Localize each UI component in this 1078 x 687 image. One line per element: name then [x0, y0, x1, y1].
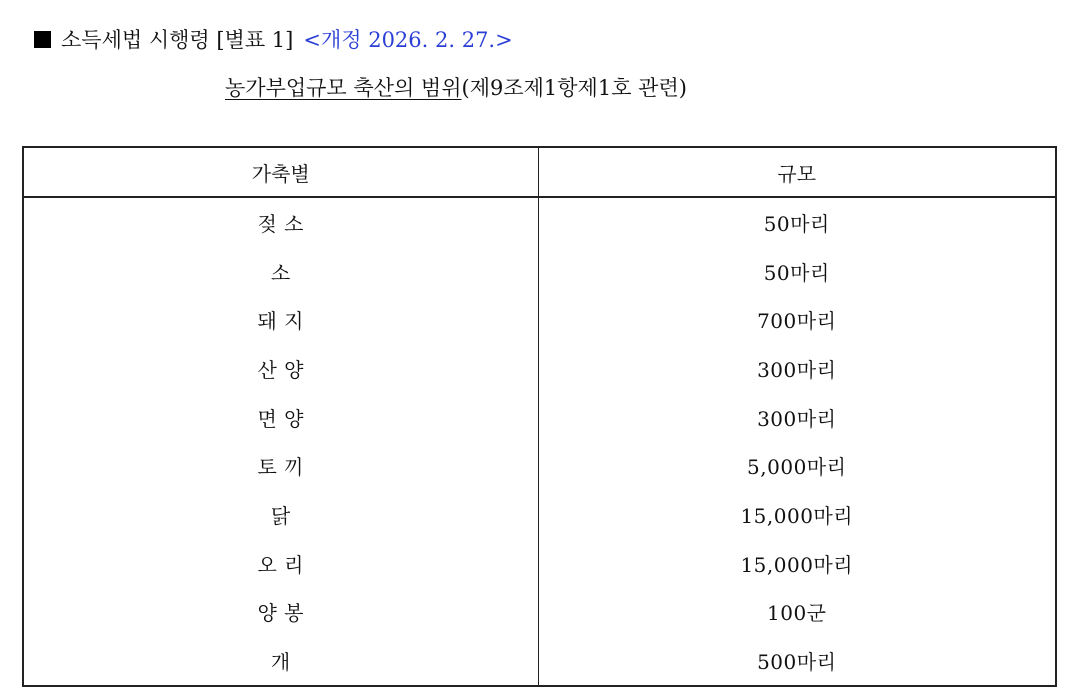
- scale-cell: 300마리: [757, 406, 837, 431]
- scale-cell: 5,000마리: [747, 455, 847, 480]
- livestock-cell: 개: [23, 636, 538, 686]
- column-header-scale: 규모: [538, 147, 1056, 197]
- livestock-cell: 돼 지: [23, 295, 538, 344]
- scale-cell: 100군: [767, 601, 827, 626]
- scale-cell: 500마리: [757, 650, 837, 675]
- table-row: [23, 588, 1056, 637]
- scale-cell: 300마리: [757, 357, 837, 382]
- law-title: 소득세법 시행령 [별표 1]: [61, 28, 294, 52]
- scale-cell: 700마리: [757, 309, 837, 334]
- livestock-cell: 양 봉: [23, 588, 538, 637]
- livestock-cell: 소: [23, 247, 538, 296]
- document-header: [34, 22, 513, 56]
- subtitle-reference: (제9조제1항제1호 관련): [461, 76, 687, 100]
- table-row: [23, 344, 1056, 393]
- scale-cell: 50마리: [763, 260, 830, 285]
- table-row: [23, 539, 1056, 588]
- document-subtitle: [225, 70, 687, 104]
- table-row: [23, 247, 1056, 296]
- black-square-icon: [34, 31, 51, 48]
- amendment-note: <개정 2026. 2. 27.>: [303, 28, 513, 52]
- scale-cell: 15,000마리: [740, 503, 854, 528]
- scale-cell: 15,000마리: [740, 552, 854, 577]
- table-header-row: [23, 147, 1056, 197]
- table-row: [23, 393, 1056, 442]
- table-row: [23, 636, 1056, 686]
- livestock-cell: 산 양: [23, 344, 538, 393]
- table-row: [23, 441, 1056, 490]
- column-header-livestock: 가축별: [23, 147, 538, 197]
- livestock-cell: 오 리: [23, 539, 538, 588]
- table-row: [23, 295, 1056, 344]
- scale-cell: 50마리: [763, 211, 830, 236]
- livestock-cell: 토 끼: [23, 441, 538, 490]
- subtitle-main: 농가부업규모 축산의 범위: [225, 76, 462, 100]
- table-row: [23, 490, 1056, 539]
- livestock-cell: 닭: [23, 490, 538, 539]
- livestock-cell: 면 양: [23, 393, 538, 442]
- livestock-scale-table: [22, 146, 1055, 687]
- table-row: [23, 197, 1056, 247]
- livestock-cell: 젖 소: [23, 197, 538, 247]
